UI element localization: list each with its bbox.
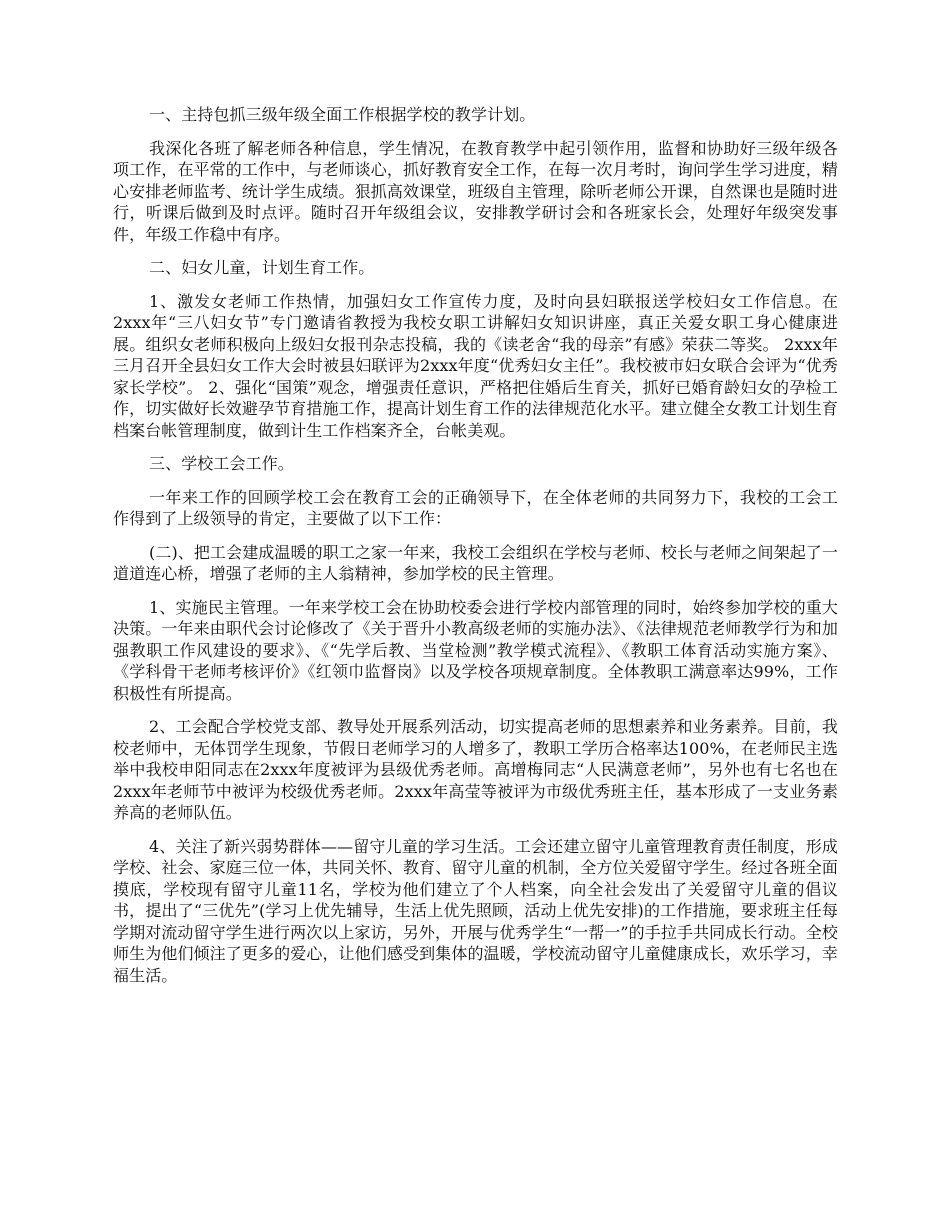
section-heading-3: 三、学校工会工作。	[149, 454, 294, 473]
paragraph-union-review: 一年来工作的回顾学校工会在教育工会的正确领导下，在全体老师的共同努力下，我校的工会工作得到了上级领导的肯定，主要做了以下工作：	[113, 487, 838, 528]
paragraph-democratic-management: 1、实施民主管理。一年来学校工会在协助校委会进行学校内部管理的同时，始终参加学校的重大决策。一年来由职代会讨论修改了《关于晋升小教高级老师的实施办法》、《法律规范老师教学行为和加强教职工作风建设的要求》、《“先学后教、当堂检测”教学模式流程》、《教职工体育活动实施方案》、《学科骨干老师考核评价》《红领巾监督岗》以及学校各项规章制度。全体教职工满意率达99%，工作积极性有所提高。	[113, 597, 838, 703]
paragraph-left-behind-children: 4、关注了新兴弱势群体——留守儿童的学习生活。工会还建立留守儿童管理教育责任制度，形成学校、社会、家庭三位一体，共同关怀、教育、留守儿童的机制，全方位关爱留守学生。经过各班全面摸底，学校现有留守儿童11名，学校为他们建立了个人档案，向全社会发出了关爱留守儿童的倡议书，提出了“三优先”(学习上优先辅导，生活上优先照顾，活动上优先安排)的工作措施，要求班主任每学期对流动留守学生进行两次以上家访，另外，开展与优秀学生“一帮一”的手拉手共同成长行动。全校师生为他们倾注了更多的爱心，让他们感受到集体的温暖，学校流动留守儿童健康成长，欢乐学习，幸福生活。	[113, 836, 838, 985]
paragraph-union-home: (二)、把工会建成温暖的职工之家一年来，我校工会组织在学校与老师、校长与老师之间架起了一道道连心桥，增强了老师的主人翁精神，参加学校的民主管理。	[113, 542, 838, 583]
paragraph-grade-work: 我深化各班了解老师各种信息，学生情况，在教育教学中起引领作用，监督和协助好三级年级各项工作，在平常的工作中，与老师谈心，抓好教育安全工作，在每一次月考时，询问学生学习进度，精心安排老师监考、统计学生成绩。狠抓高效课堂，班级自主管理，除听老师公开课，自然课也是随时进行，听课后做到及时点评。随时召开年级组会议，安排教学研讨会和各班家长会，处理好年级突发事件，年级工作稳中有序。	[113, 138, 838, 244]
section-heading-1: 一、主持包抓三级年级全面工作根据学校的教学计划。	[149, 105, 536, 124]
paragraph-teacher-quality: 2、工会配合学校党支部、教导处开展系列活动，切实提高老师的思想素养和业务素养。目前，我校老师中，无体罚学生现象，节假日老师学习的人增多了，教职工学历合格率达100%，在老师民主选举中我校申阳同志在2xxx年度被评为县级优秀老师。高增梅同志“人民满意老师”，另外也有七名也在2xxx年老师节中被评为校级优秀老师。2xxx年高莹等被评为市级优秀班主任，基本形成了一支业务素养高的老师队伍。	[113, 717, 838, 822]
section-heading-2: 二、妇女儿童，计划生育工作。	[149, 258, 375, 277]
paragraph-women-work: 1、激发女老师工作热情，加强妇女工作宣传力度，及时向县妇联报送学校妇女工作信息。在2xxx年“三八妇女节”专门邀请省教授为我校女职工讲解妇女知识讲座，真正关爱女职工身心健康进展。组织女老师积极向上级妇女报刊杂志投稿，我的《读老舍“我的母亲”有感》荣获二等奖。 2xxx年三月召开全县妇女工作大会时被县妇联评为2xxx年度“优秀妇女主任”。我校被市妇女联合会评为“优秀家长学校”。 2、强化“国策”观念，增强责任意识，严格把住婚后生育关，抓好已婚育龄妇女的孕检工作，切实做好长效避孕节育措施工作，提高计划生育工作的法律规范化水平。建立健全女教工计划生育档案台帐管理制度，做到计生工作档案齐全，台帐美观。	[113, 291, 838, 440]
document-body	[113, 104, 838, 998]
